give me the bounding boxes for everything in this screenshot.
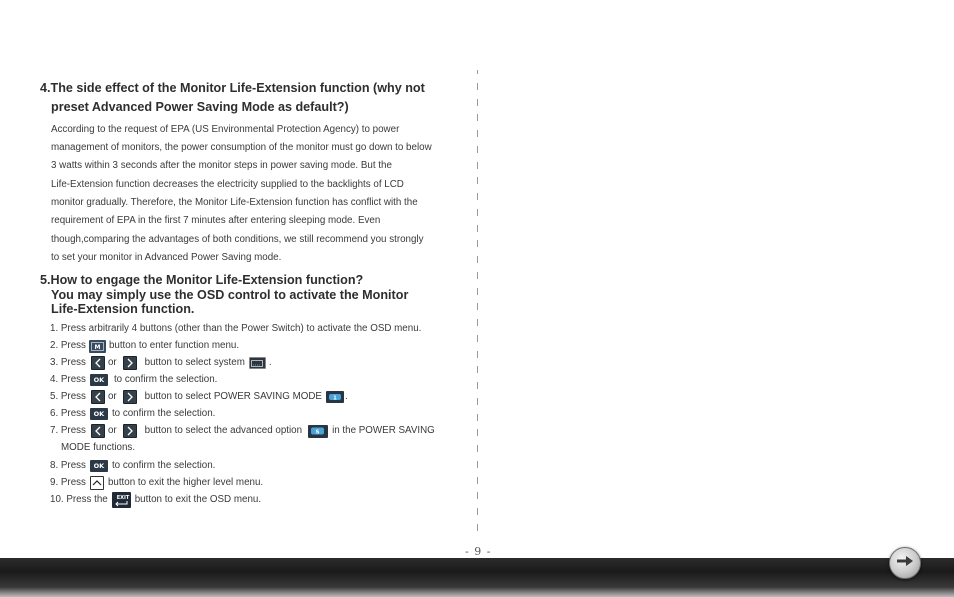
svg-text:S: S bbox=[315, 429, 320, 436]
step-text: MODE functions. bbox=[61, 442, 136, 453]
step-number: 6. Press bbox=[50, 408, 86, 419]
separator-dash bbox=[477, 162, 478, 169]
separator-dash bbox=[477, 130, 478, 137]
step-text: button to select POWER SAVING MODE bbox=[144, 391, 322, 402]
separator-dash bbox=[477, 83, 478, 90]
separator-dash bbox=[477, 272, 478, 279]
left-arrow-icon bbox=[91, 390, 105, 404]
step-4 bbox=[50, 373, 217, 387]
exit-icon bbox=[112, 492, 131, 508]
separator-dash bbox=[477, 398, 478, 405]
step-tail: . bbox=[344, 391, 348, 402]
step-number: 2. Press bbox=[50, 340, 86, 351]
step-5 bbox=[50, 390, 348, 404]
step-text: to confirm the selection. bbox=[111, 460, 216, 471]
separator-dash bbox=[477, 99, 478, 106]
separator-dash bbox=[477, 492, 478, 499]
step-tail: in the POWER SAVING bbox=[332, 425, 435, 436]
step-tail: . bbox=[268, 357, 272, 368]
step-number: 1. Press bbox=[50, 323, 86, 334]
step-number: 3. Press bbox=[50, 357, 86, 368]
menu-icon bbox=[89, 340, 106, 353]
step-text: arbitrarily 4 buttons (other than the Power Switch) to activate the OSD menu. bbox=[88, 323, 422, 334]
separator-dash bbox=[477, 177, 478, 184]
separator-dash bbox=[477, 382, 478, 389]
separator-dash bbox=[477, 209, 478, 216]
separator-dash bbox=[477, 114, 478, 121]
step-text: button to select system bbox=[144, 357, 245, 368]
separator-dash bbox=[477, 240, 478, 247]
or-text: or bbox=[107, 391, 117, 402]
separator-dash bbox=[477, 366, 478, 373]
ok-icon: OK bbox=[90, 408, 108, 420]
paragraph-line: 3 watts within 3 seconds after the monitor steps in power saving mode. But the bbox=[51, 160, 392, 171]
paragraph-line: monitor gradually. Therefore, the Monitor Life-Extension function has conflict with the bbox=[51, 197, 418, 208]
section4-heading-line1: 4.The side effect of the Monitor Life-Extension function (why not bbox=[40, 81, 425, 95]
separator-dash bbox=[477, 288, 478, 295]
next-page-icon bbox=[896, 554, 914, 572]
separator-dash bbox=[477, 508, 478, 515]
step-1 bbox=[50, 322, 421, 336]
separator-dash bbox=[477, 477, 478, 484]
power-saving-icon bbox=[326, 391, 344, 403]
ok-icon: OK bbox=[90, 460, 108, 472]
step-text: button to select the advanced option bbox=[144, 425, 303, 436]
paragraph-line: though,comparing the advantages of both conditions, we still recommend you strongly bbox=[51, 234, 424, 245]
paragraph-line: management of monitors, the power consumption of the monitor must go down to below bbox=[51, 142, 432, 153]
separator-dash bbox=[477, 225, 478, 232]
up-arrow-icon bbox=[90, 476, 104, 490]
svg-text:1: 1 bbox=[333, 395, 337, 401]
step-number: 4. Press bbox=[50, 374, 86, 385]
separator-dash bbox=[477, 319, 478, 326]
menu-icon-label: M bbox=[94, 343, 101, 351]
step-7-continuation bbox=[61, 441, 135, 455]
page-number: - 9 - bbox=[465, 545, 492, 558]
step-text: button to exit the higher level menu. bbox=[107, 477, 264, 488]
separator-dash bbox=[477, 146, 478, 153]
step-text: button to enter function menu. bbox=[108, 340, 240, 351]
step-number: 7. Press bbox=[50, 425, 86, 436]
separator-dash bbox=[477, 461, 478, 468]
separator-dash bbox=[477, 335, 478, 342]
section5-heading-line1: 5.How to engage the Monitor Life-Extension function? bbox=[40, 273, 364, 287]
step-2 bbox=[50, 339, 239, 353]
or-text: or bbox=[107, 357, 117, 368]
advanced-option-icon bbox=[308, 425, 328, 438]
step-number: 8. Press bbox=[50, 460, 86, 471]
next-page-button[interactable] bbox=[889, 547, 921, 579]
exit-icon-label: EXIT bbox=[116, 495, 130, 501]
step-6 bbox=[50, 407, 215, 421]
right-arrow-icon bbox=[123, 390, 137, 404]
system-icon bbox=[249, 357, 266, 369]
paragraph-line: requirement of EPA in the first 7 minutes after entering sleeping mode. Even bbox=[51, 215, 381, 226]
section5-heading-line3: Life-Extension function. bbox=[51, 302, 195, 316]
step-3 bbox=[50, 356, 272, 370]
step-text: to confirm the selection. bbox=[111, 408, 216, 419]
step-number: 5. Press bbox=[50, 391, 86, 402]
or-text: or bbox=[107, 425, 117, 436]
separator-dash bbox=[477, 303, 478, 310]
separator-dash bbox=[477, 70, 478, 74]
separator-dash bbox=[477, 414, 478, 421]
paragraph-line: According to the request of EPA (US Environmental Protection Agency) to power bbox=[51, 124, 400, 135]
paragraph-line: Life-Extension function decreases the electricity supplied to the backlights of LCD bbox=[51, 179, 404, 190]
right-arrow-icon bbox=[123, 356, 137, 370]
separator-dash bbox=[477, 193, 478, 200]
left-arrow-icon bbox=[91, 356, 105, 370]
separator-dash bbox=[477, 429, 478, 436]
separator-dash bbox=[477, 445, 478, 452]
separator-dash bbox=[477, 256, 478, 263]
step-9 bbox=[50, 476, 263, 490]
step-number: 9. Press bbox=[50, 477, 86, 488]
step-8 bbox=[50, 459, 215, 473]
section4-heading-line2: preset Advanced Power Saving Mode as default?) bbox=[51, 100, 349, 114]
separator-dash bbox=[477, 524, 478, 531]
paragraph-line: to set your monitor in Advanced Power Saving mode. bbox=[51, 252, 282, 263]
footer-bar bbox=[0, 558, 954, 597]
step-10 bbox=[50, 492, 261, 508]
separator-dash bbox=[477, 351, 478, 358]
step-number: 10. Press the bbox=[50, 494, 108, 505]
section5-heading-line2: You may simply use the OSD control to activate the Monitor bbox=[51, 288, 409, 302]
ok-icon: OK bbox=[90, 374, 108, 386]
right-arrow-icon bbox=[123, 424, 137, 438]
left-arrow-icon bbox=[91, 424, 105, 438]
step-text: to confirm the selection. bbox=[113, 374, 218, 385]
step-text: button to exit the OSD menu. bbox=[134, 494, 262, 505]
step-7 bbox=[50, 424, 435, 438]
